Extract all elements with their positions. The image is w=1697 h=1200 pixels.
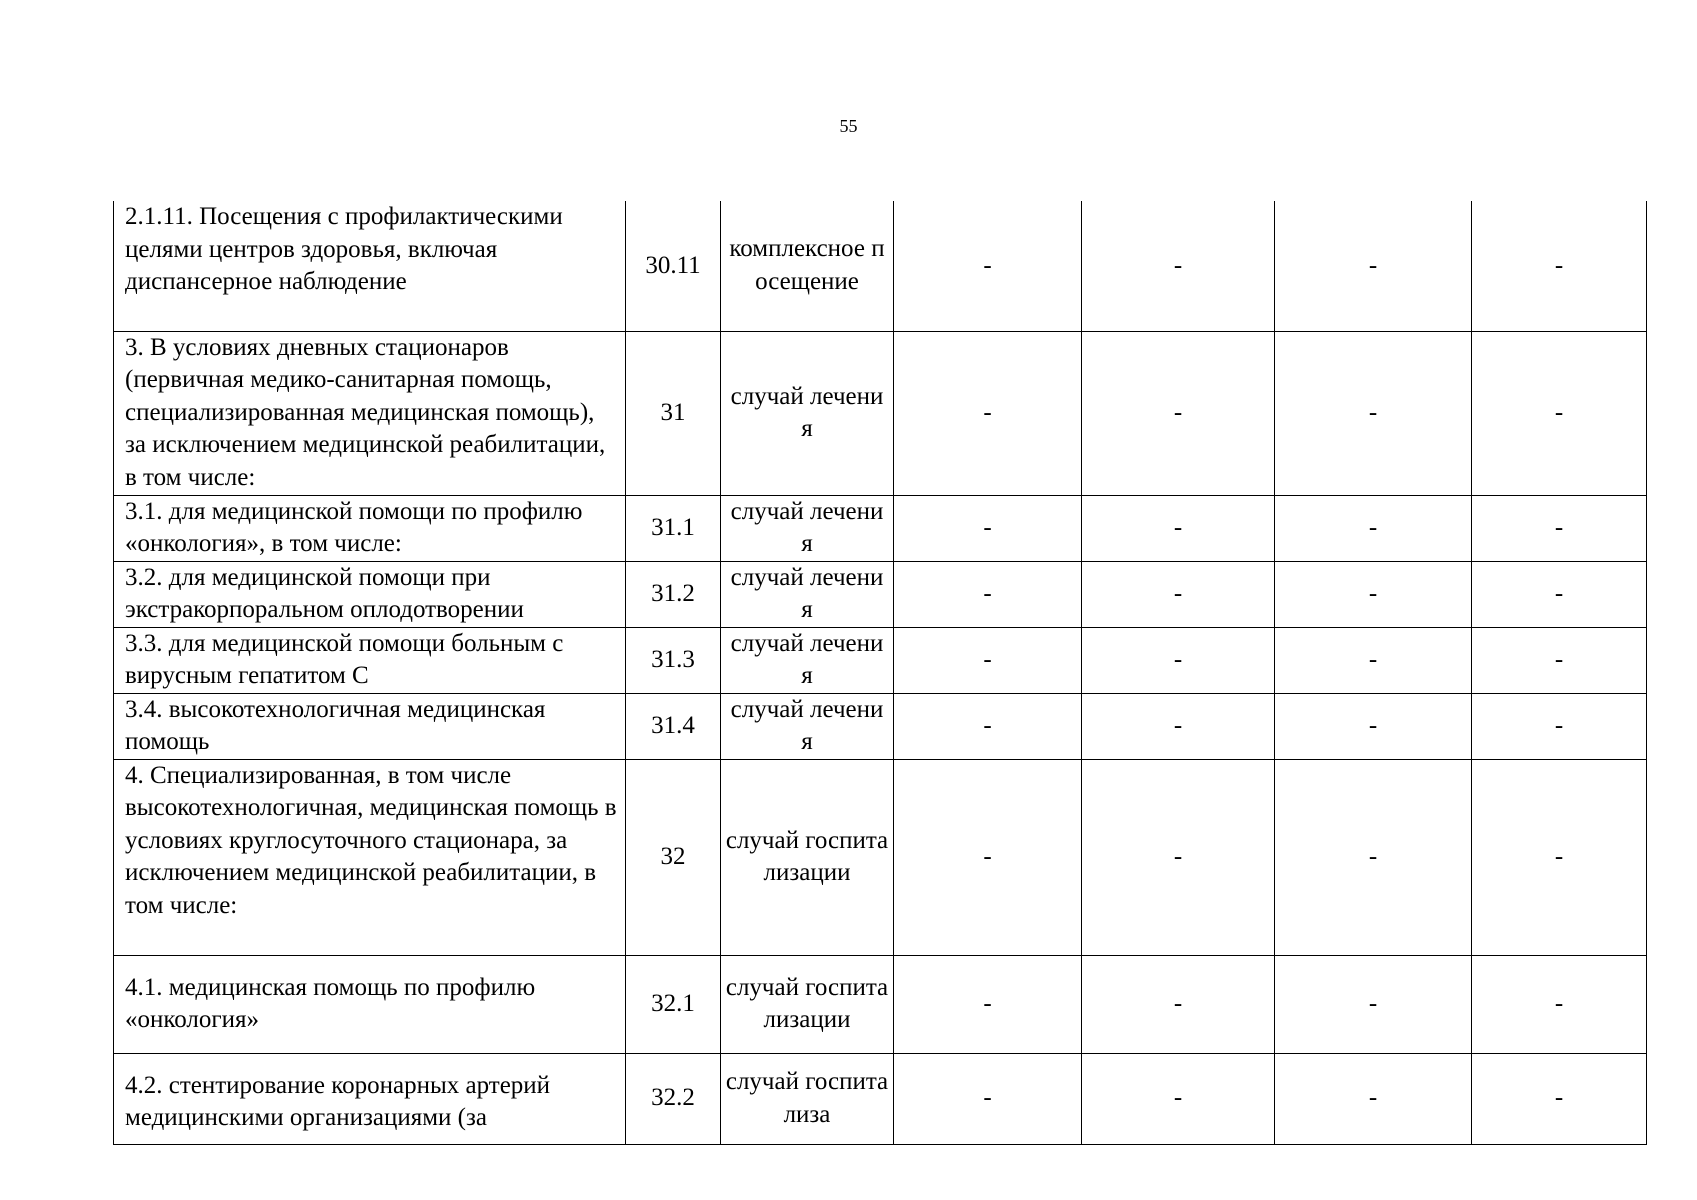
row-value: - [894,331,1082,495]
row-value: - [894,955,1082,1053]
row-value: - [1472,495,1647,561]
row-value: - [1275,759,1472,955]
row-value: - [1275,693,1472,759]
table-row [114,1053,1647,1144]
row-code: 31 [626,331,721,495]
row-unit: случай лечения [721,495,894,561]
table-row [114,201,1647,331]
row-value: - [894,495,1082,561]
row-value: - [894,201,1082,331]
row-name: 3.1. для медицинской помощи по профилю «онкология», в том числе: [114,495,626,561]
row-value: - [1082,495,1275,561]
table-row [114,495,1647,561]
row-name: 3.2. для медицинской помощи при экстракорпоральном оплодотворении [114,561,626,627]
row-value: - [1472,331,1647,495]
row-value: - [1472,1053,1647,1144]
row-value: - [894,693,1082,759]
row-unit: случай госпитализа [721,1053,894,1144]
row-value: - [1082,201,1275,331]
table-row [114,693,1647,759]
table-row [114,627,1647,693]
row-code: 32.1 [626,955,721,1053]
row-code: 31.1 [626,495,721,561]
row-value: - [1275,495,1472,561]
row-name: 2.1.11. Посещения с профилактическими целями центров здоровья, включая диспансерное наблюдение [114,201,626,331]
page-number: 55 [839,116,858,136]
row-value: - [1275,201,1472,331]
data-table [113,201,1647,1145]
row-value: - [1472,561,1647,627]
row-value: - [1082,331,1275,495]
row-code: 31.3 [626,627,721,693]
row-value: - [1472,955,1647,1053]
row-value: - [1275,331,1472,495]
row-code: 32 [626,759,721,955]
row-name: 3.4. высокотехнологичная медицинская помощь [114,693,626,759]
row-value: - [1472,759,1647,955]
row-value: - [1275,1053,1472,1144]
row-value: - [1082,561,1275,627]
row-value: - [894,1053,1082,1144]
row-value: - [1082,955,1275,1053]
row-value: - [1472,627,1647,693]
row-unit: случай лечения [721,627,894,693]
row-value: - [894,561,1082,627]
row-name: 3. В условиях дневных стационаров (первичная медико-санитарная помощь, специализированная медицинская помощь), за исключением медицинской реабилитации, в том числе: [114,331,626,495]
row-code: 32.2 [626,1053,721,1144]
row-code: 31.4 [626,693,721,759]
row-value: - [1082,1053,1275,1144]
row-value: - [1275,627,1472,693]
row-code: 31.2 [626,561,721,627]
row-value: - [1082,627,1275,693]
row-unit: случай лечения [721,331,894,495]
table-row [114,759,1647,955]
row-name: 4.2. стентирование коронарных артерий медицинскими организациями (за [114,1053,626,1144]
row-value: - [1082,759,1275,955]
row-unit: случай госпитализации [721,955,894,1053]
row-name: 4. Специализированная, в том числе высокотехнологичная, медицинская помощь в условиях круглосуточного стационара, за исключением медицинской реабилитации, в том числе: [114,759,626,955]
row-name: 4.1. медицинская помощь по профилю «онкология» [114,955,626,1053]
row-value: - [894,759,1082,955]
table-row [114,955,1647,1053]
row-code: 30.11 [626,201,721,331]
row-unit: комплексное посещение [721,201,894,331]
row-name: 3.3. для медицинской помощи больным с вирусным гепатитом С [114,627,626,693]
table-row [114,561,1647,627]
row-value: - [1275,561,1472,627]
row-value: - [1082,693,1275,759]
row-value: - [894,627,1082,693]
row-unit: случай лечения [721,693,894,759]
row-value: - [1472,201,1647,331]
row-unit: случай госпитализации [721,759,894,955]
row-value: - [1275,955,1472,1053]
table-row [114,331,1647,495]
row-value: - [1472,693,1647,759]
row-unit: случай лечения [721,561,894,627]
